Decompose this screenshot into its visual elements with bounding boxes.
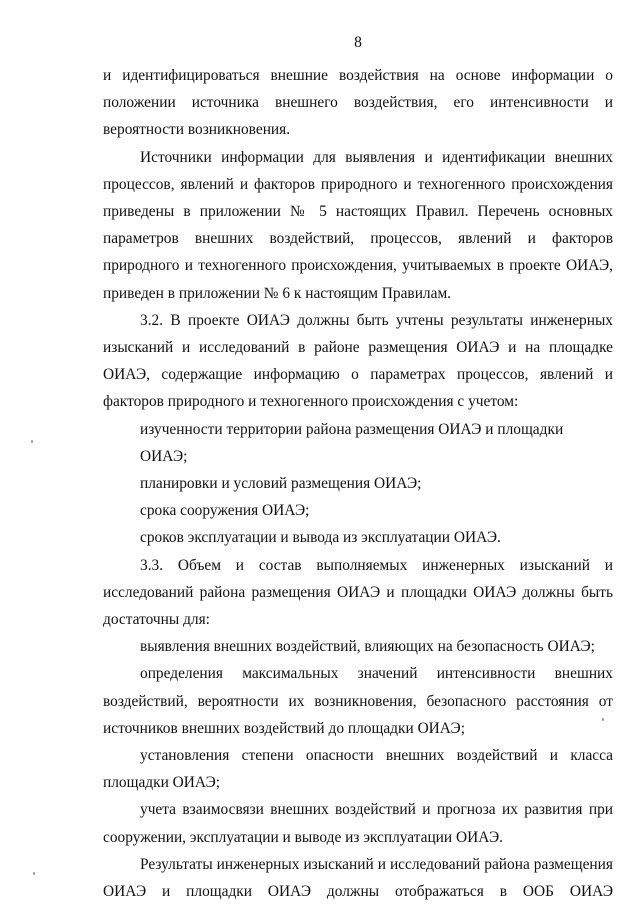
list-item: выявления внешних воздействий, влияющих на безопасность ОИАЭ; <box>140 638 595 656</box>
scan-speck <box>33 872 35 875</box>
list-item: учета взаимосвязи внешних воздействий и прогноза их развития при сооружении, эксплуатации и выводе из эксплуатации ОИАЭ. <box>103 801 613 846</box>
paragraph-3-2: 3.2. В проекте ОИАЭ должны быть учтены результаты инженерных изысканий и исследований в районе размещения ОИАЭ и на площадке ОИАЭ, содержащие информацию о параметрах процессов, явлений и факторов природного и техногенного происхождения с учетом: <box>103 311 613 411</box>
scan-speck <box>602 718 604 721</box>
paragraph-information-sources: Источники информации для выявления и идентификации внешних процессов, явлений и факторов природного и техногенного происхождения приведены в приложении № 5 настоящих Правил. Перечень основных параметров внешних воздействий, процессов, явлений и факторов природного и техногенного происхождения, учитываемых в проекте ОИАЭ, приведен в приложении № 6 к настоящим Правилам. <box>103 148 613 302</box>
list-item: срока сооружения ОИАЭ; <box>140 502 310 520</box>
paragraph-results: Результаты инженерных изысканий и исследований района размещения ОИАЭ и площадки ОИАЭ должны отображаться в ООБ ОИАЭ <box>103 855 613 901</box>
paragraph-continuation: и идентифицироваться внешние воздействия на основе информации о положении источника внешнего воздействия, его интенсивности и вероятности возникновения. <box>103 67 613 139</box>
list-item: установления степени опасности внешних воздействий и класса площадки ОИАЭ; <box>103 747 613 792</box>
list-item: определения максимальных значений интенсивности внешних воздействий, вероятности их возникновения, безопасного расстояния от источников внешних воздействий до площадки ОИАЭ; <box>103 665 613 737</box>
list-item: изученности территории района размещения ОИАЭ и площадки ОИАЭ; <box>140 420 564 465</box>
page-number: 8 <box>354 34 362 51</box>
list-item: планировки и условий размещения ОИАЭ; <box>140 475 422 493</box>
document-body <box>103 62 613 905</box>
scan-speck <box>31 440 33 443</box>
paragraph-3-3: 3.3. Объем и состав выполняемых инженерных изысканий и исследований района размещения ОИАЭ и площадки ОИАЭ должны быть достаточны для: <box>103 556 613 629</box>
list-item: сроков эксплуатации и вывода из эксплуатации ОИАЭ. <box>140 529 501 547</box>
